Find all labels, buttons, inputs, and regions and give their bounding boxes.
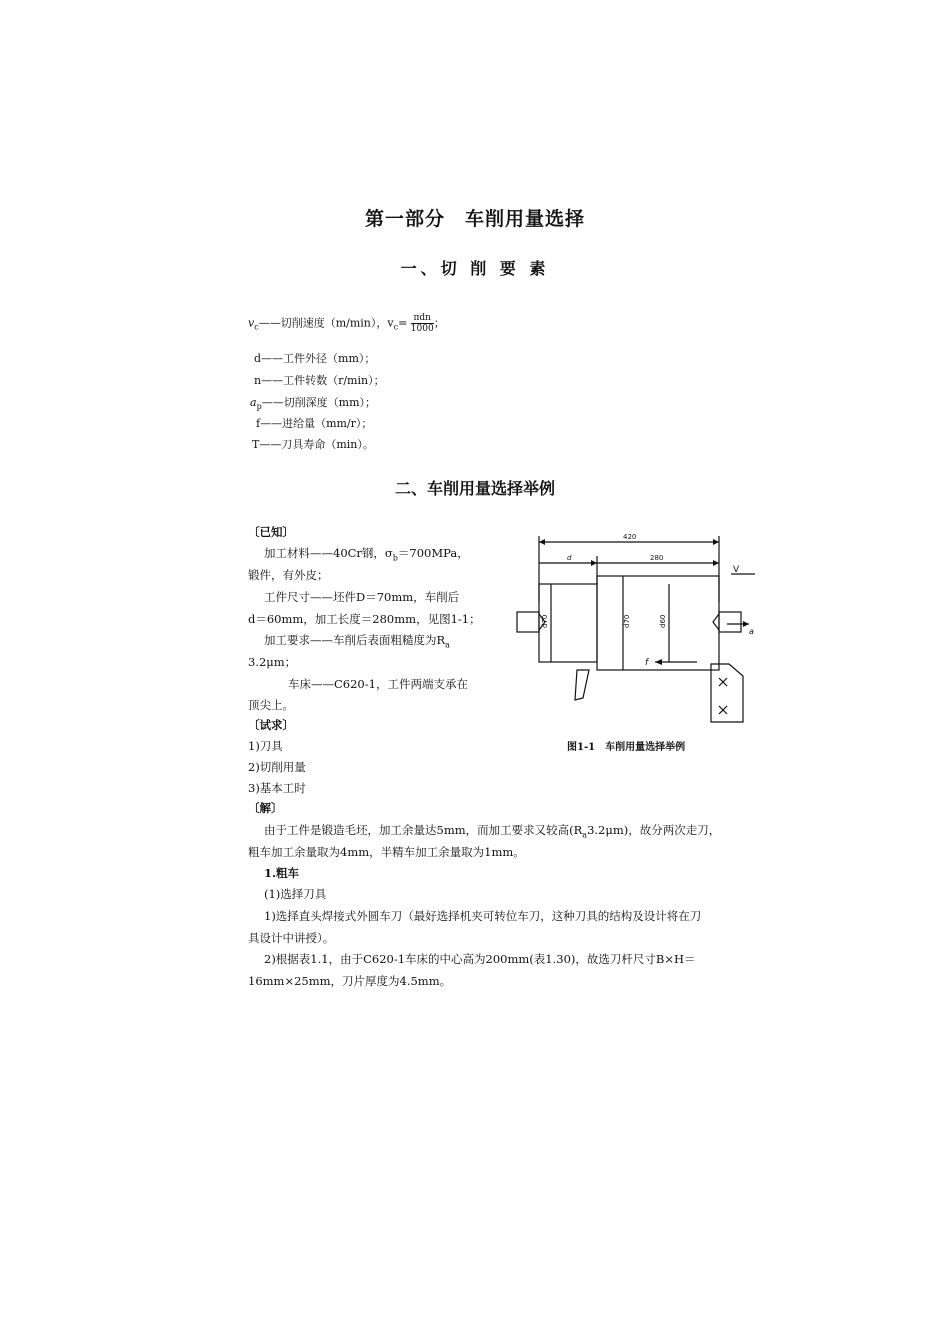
tool-left — [575, 670, 589, 700]
center-tip-right — [713, 614, 719, 630]
solution-step1: 1.粗车 — [264, 866, 300, 880]
def-diameter: d——工件外径（mm）； — [254, 352, 376, 365]
given-size: 工件尺寸——坯件D＝70mm，车削后 — [264, 590, 460, 604]
figure-turning-diagram — [505, 528, 767, 734]
solution-heading: 〔解〕 — [248, 801, 283, 815]
label-ap: a — [749, 627, 754, 636]
find-heading: 〔试求〕 — [248, 718, 294, 732]
given-material: 加工材料——40Cr钢，$\sigma_b=700MPa$， — [264, 546, 469, 563]
given-lathe-cont: 顶尖上。 — [248, 698, 294, 712]
given-lathe: 车床——C620-1，工件两端支承在 — [288, 677, 468, 691]
def-rpm: n——工件转数（r/min）； — [254, 374, 385, 387]
figure-caption: 图1-1 车削用量选择举例 — [567, 742, 686, 753]
solution-para1-line2: 粗车加工余量取为4mm，半精车加工余量取为1mm。 — [248, 845, 525, 859]
solution-item-a-line2: 具设计中讲授）。 — [248, 931, 335, 945]
def-feed: f——进给量（mm/r）； — [256, 417, 373, 430]
workpiece-machined — [597, 576, 719, 670]
given-size-cont: d＝60mm，加工长度＝280mm，见图1-1； — [248, 612, 481, 626]
arrowhead-1 — [539, 539, 545, 545]
arrowhead-4 — [713, 560, 719, 566]
solution-step1-1: (1)选择刀具 — [264, 887, 327, 901]
section1-title: 一、切 削 要 素 — [400, 259, 550, 278]
center-right — [719, 612, 741, 632]
solution-para1-line1: 由于工件是锻造毛坯，加工余量达5mm，而加工要求又较高$(R_a3.2\mu m)$，故分两次走刀， — [264, 823, 721, 840]
label-feed: f — [645, 658, 649, 668]
label-d60: d60 — [659, 614, 667, 628]
feed-arrowhead — [655, 659, 662, 665]
label-d: d — [567, 554, 572, 562]
label-d70: d70 — [541, 614, 549, 628]
def-tool-life: T——刀具寿命（min）。 — [252, 438, 374, 451]
arrowhead-3 — [591, 560, 597, 566]
def-depth: $a_p——$切削深度（mm）； — [250, 396, 377, 412]
label-d70-b: d70 — [623, 614, 631, 628]
given-requirement-cont: 3.2μm； — [248, 655, 297, 669]
part-title: 第一部分 车削用量选择 — [364, 208, 585, 230]
find-item-1: 1)刀具 — [248, 739, 283, 753]
label-total-length: 420 — [623, 533, 637, 541]
solution-item-b-line1: 2)根据表1.1，由于C620-1车床的中心高为200mm(表1.30)，故选刀杆尺寸B×H＝ — [264, 952, 696, 966]
given-requirement: 加工要求——车削后表面粗糙度为$R_a$ — [264, 633, 450, 650]
solution-item-b-line2: 16mm×25mm，刀片厚度为4.5mm。 — [248, 974, 452, 988]
solution-item-a-line1: 1)选择直头焊接式外圆车刀（最好选择机夹可转位车刀，这种刀具的结构及设计将在刀 — [264, 909, 702, 923]
given-heading: 〔已知〕 — [248, 525, 294, 539]
find-item-2: 2)切削用量 — [248, 760, 306, 774]
section2-title: 二、车削用量选择举例 — [394, 479, 555, 498]
center-left — [517, 612, 539, 632]
def-cutting-speed: $v_c——$切削速度（m/min），$v_c=$ $\frac{\text{πdn}}{1000}$ ； — [248, 313, 445, 334]
arrowhead-2 — [713, 539, 719, 545]
label-roughness: V — [733, 565, 740, 575]
find-item-3: 3)基本工时 — [248, 781, 306, 795]
label-machined-length: 280 — [650, 554, 664, 562]
speed-formula-fraction: $\frac{\text{πdn}}{1000}$ — [410, 313, 434, 334]
given-material-cont: 锻件，有外皮； — [248, 568, 329, 582]
